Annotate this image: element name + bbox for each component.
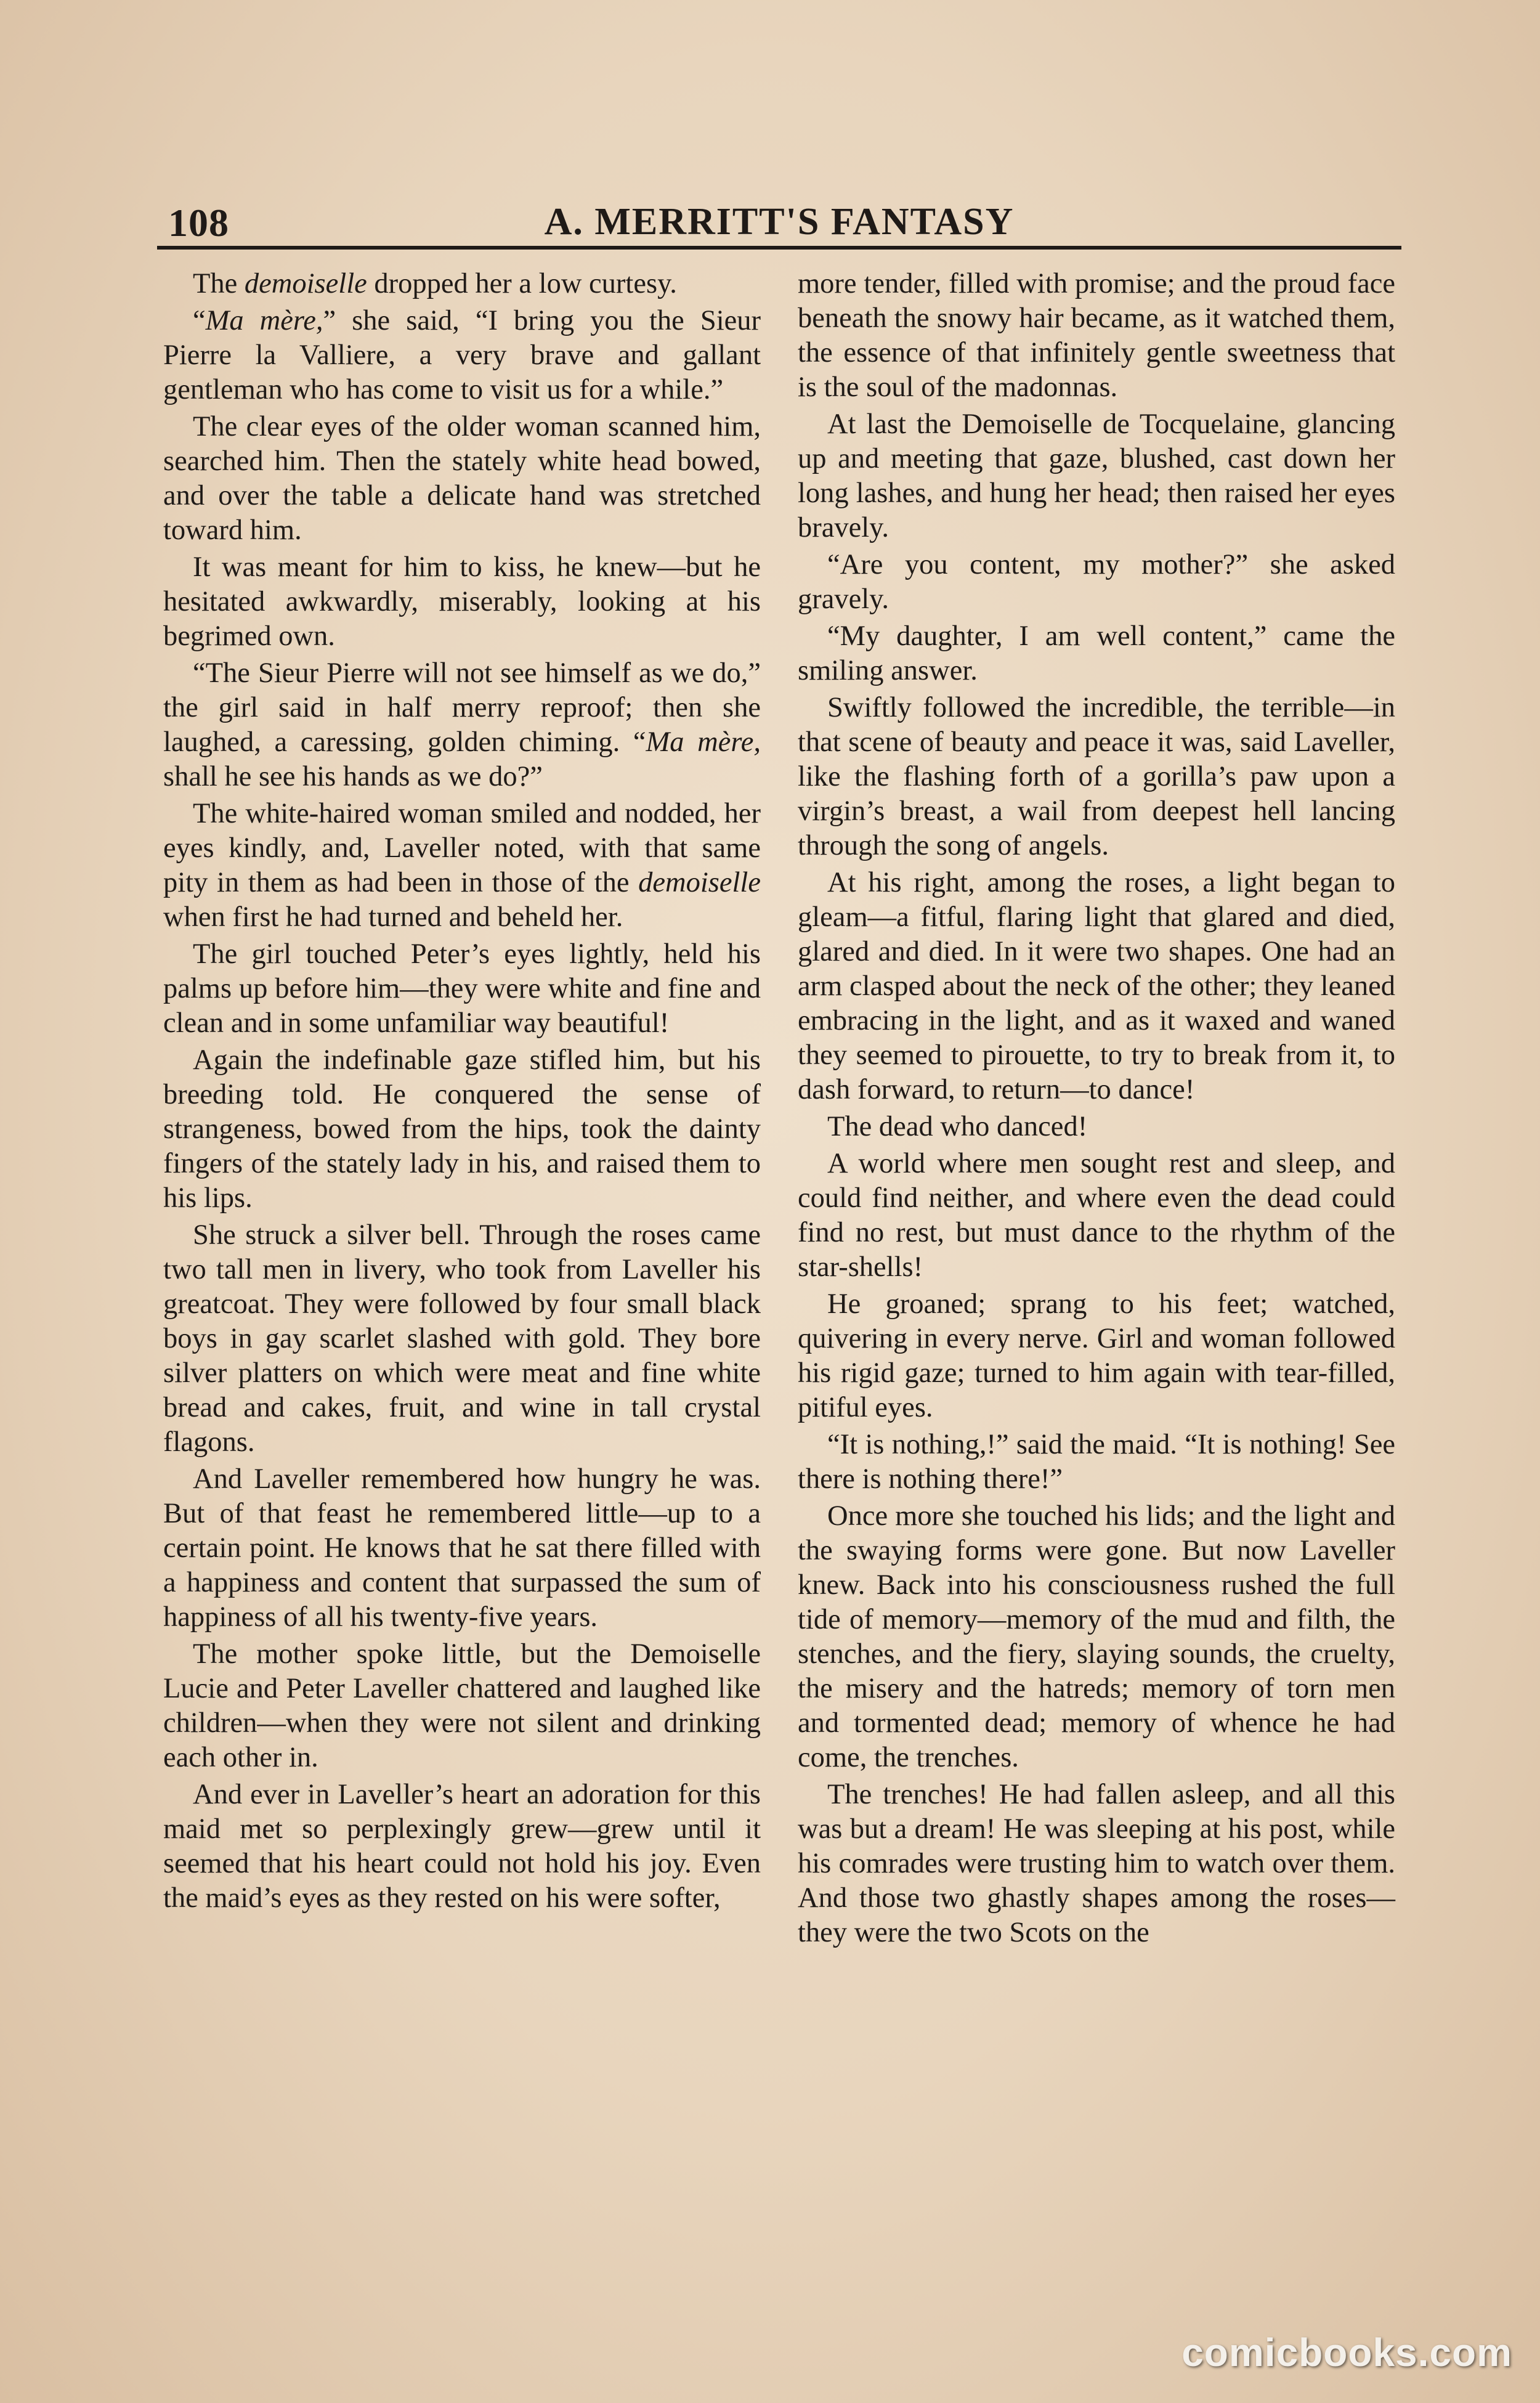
paragraph: “It is nothing,!” said the maid. “It is nothing! See there is nothing there!” [798,1429,1395,1495]
paragraph: A world where men sought rest and sleep, and could find neither, and where even the dead could find no rest, but must dance to the rhythm of the star-shells! [798,1148,1395,1283]
paragraph: The clear eyes of the older woman scanned him, searched him. Then the stately white head bowed, and over the table a delicate hand was stretched toward him. [163,411,761,546]
paragraph: Once more she touched his lids; and the light and the swaying forms were gone. But now Laveller knew. Back into his consciousness rushed the full tide of memory—memory of the mud and filth, the stenches, and the fiery, slaying sounds, the cruelty, the misery and the hatreds; memory of torn men and tormented dead; memory of whence he had come, the trenches. [798,1500,1395,1773]
paragraph: “Ma mère,” she said, “I bring you the Sieur Pierre la Valliere, a very brave and gallant gentleman who has come to visit us for a while.” [163,305,761,405]
book-page [157,194,1401,2301]
paragraph: He groaned; sprang to his feet; watched, quivering in every nerve. Girl and woman followed his rigid gaze; turned to him again with tear-filled, pitiful eyes. [798,1288,1395,1423]
watermark: comicbooks.com [1181,2330,1512,2375]
right-column [798,267,1395,1953]
page-number: 108 [168,201,229,245]
paragraph: The mother spoke little, but the Demoiselle Lucie and Peter Laveller chattered and laughed like children—when they were not silent and drinking each other in. [163,1638,761,1773]
paragraph: At last the Demoiselle de Tocquelaine, glancing up and meeting that gaze, blushed, cast down her long lashes, and hung her head; then raised her eyes bravely. [798,409,1395,543]
paragraph: And ever in Laveller’s heart an adoration for this maid met so perplexingly grew—grew until it seemed that his heart could not hold his joy. Even the maid’s eyes as they rested on his were softer, [163,1779,761,1914]
paragraph: The trenches! He had fallen asleep, and all this was but a dream! He was sleeping at his post, while his comrades were trusting him to watch over them. And those two ghastly shapes among the roses—they were the two Scots on the [798,1779,1395,1948]
paragraph: The dead who danced! [827,1111,1088,1142]
paragraph: And Laveller remembered how hungry he was. But of that feast he remembered little—up to a certain point. He knows that he sat there filled with a happiness and content that surpassed the sum of happiness of all his twenty-five years. [163,1463,761,1633]
paragraph: The white-haired woman smiled and nodded, her eyes kindly, and, Laveller noted, with that same pity in them as had been in those of the demoiselle when first he had turned and beheld her. [163,798,761,933]
paragraph: Again the indefinable gaze stifled him, but his breeding told. He conquered the sense of strangeness, bowed from the hips, took the dainty fingers of the stately lady in his, and raised them to his lips. [163,1044,761,1214]
paragraph: The demoiselle dropped her a low curtesy. [193,268,677,299]
paragraph: She struck a silver bell. Through the roses came two tall men in livery, who took from Laveller his greatcoat. They were followed by four small black boys in gay scarlet slashed with gold. They bore silver platters on which were meat and fine white bread and cakes, fruit, and wine in tall crystal flagons. [163,1219,761,1458]
paragraph: more tender, filled with promise; and the proud face beneath the snowy hair became, as it watched them, the essence of that infinitely gentle sweetness that is the soul of the madonnas. [798,268,1395,403]
left-column [163,267,761,1918]
paragraph: It was meant for him to kiss, he knew—but he hesitated awkwardly, miserably, looking at his begrimed own. [163,551,761,652]
paragraph: The girl touched Peter’s eyes lightly, held his palms up before him—they were white and fine and clean and in some unfamiliar way beautiful! [163,938,761,1039]
header-rule [157,246,1401,250]
paragraph: Swiftly followed the incredible, the terrible—in that scene of beauty and peace it was, said Laveller, like the flashing forth of a gorilla’s paw upon a virgin’s breast, a wail from deepest hell lancing through the song of angels. [798,692,1395,861]
page-header [157,194,1401,250]
paragraph: “The Sieur Pierre will not see himself as we do,” the girl said in half merry reproof; then she laughed, a caressing, golden chiming. “Ma mère, shall he see his hands as we do?” [163,657,761,792]
paragraph: At his right, among the roses, a light began to gleam—a fitful, flaring light that glared and died, glared and died. In it were two shapes. One had an arm clasped about the neck of the other; they leaned embracing in the light, and as it waxed and waned they seemed to pirouette, to try to break from it, to dash forward, to return—to dance! [798,867,1395,1105]
paragraph: “Are you content, my mother?” she asked gravely. [798,549,1395,615]
running-head: A. MERRITT'S FANTASY [544,201,1015,243]
paragraph: “My daughter, I am well content,” came the smiling answer. [798,620,1395,686]
